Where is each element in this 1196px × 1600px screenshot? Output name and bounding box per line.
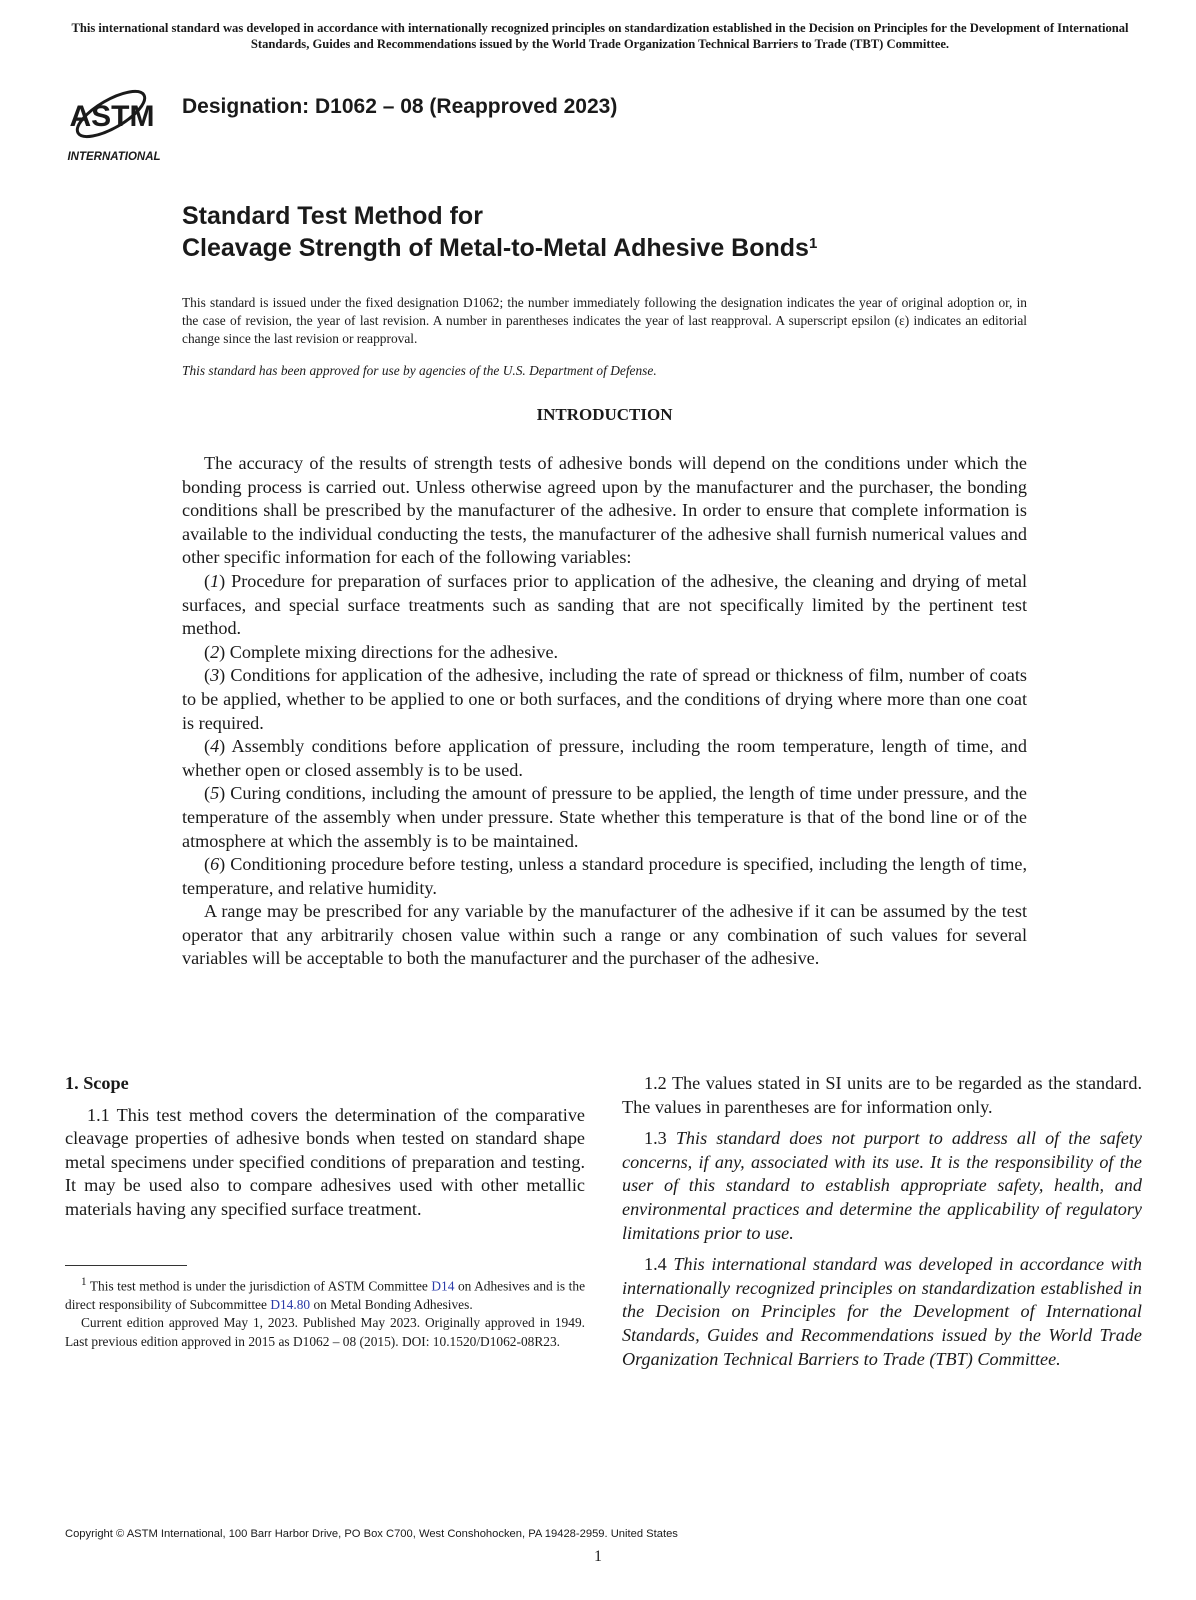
intro-lead: The accuracy of the results of strength tests of adhesive bonds will depend on the conditions under which the bonding process is carried out. Unless otherwise agreed upon by the manufacturer and the purchaser, the bonding conditions shall be prescribed by the manufacturer of the adhesive. In order to ensure that complete information is available to the individual conducting the tests, the manufacturer of the adhesive shall furnish numerical values and other specific information for each of the following variables: xyxy=(182,453,1027,568)
section-1-3-text: This standard does not purport to address all of the safety concerns, if any, associated with its use. It is the responsibility of the user of this standard to establish appropriate safety, health, and environmental practices and determine the applicability of regulatory limitations prior to use. xyxy=(622,1128,1143,1243)
intro-item-text: Procedure for preparation of surfaces prior to application of the adhesive, the cleaning and drying of metal surfaces, and special surface treatments such as sanding that are not specifically limited by the pertinent test method. xyxy=(182,570,1027,639)
intro-item-num: 2 xyxy=(210,641,220,662)
intro-item: (5) Curing conditions, including the amount of pressure to be applied, the length of time under pressure, and the temperature of the assembly when under pressure. State whether this temperature is that of the bond line or of the atmosphere at which the assembly is to be maintained. xyxy=(182,783,1027,851)
section-1-3-num: 1.3 xyxy=(644,1128,667,1149)
introduction-heading: INTRODUCTION xyxy=(536,405,673,424)
footnote-mark: 1 xyxy=(81,1276,87,1288)
footnote-text: This test method is under the jurisdiction of ASTM Committee xyxy=(89,1278,428,1294)
footnote-text: on Adhesives and is the direct responsibility of Subcommittee xyxy=(65,1278,586,1312)
copyright: Copyright © ASTM International, 100 Barr Harbor Drive, PO Box C700, West Conshohocken, PA 19428-2959. United States xyxy=(65,1528,678,1540)
logo-subtext: INTERNATIONAL xyxy=(67,151,161,163)
title-line-2-text: Cleavage Strength of Metal-to-Metal Adhesive Bonds xyxy=(182,234,809,262)
scope-heading: 1. Scope xyxy=(65,1073,129,1093)
intro-item-num: 6 xyxy=(210,854,220,875)
designation: Designation: D1062 – 08 (Reapproved 2023) xyxy=(182,95,618,118)
title-footnote-mark: 1 xyxy=(808,235,818,252)
intro-item-num: 3 xyxy=(210,665,220,686)
section-1-2: 1.2 The values stated in SI units are to be regarded as the standard. The values in parentheses are for information only. xyxy=(622,1073,1142,1117)
title-line-1: Standard Test Method for xyxy=(182,202,483,230)
committee-link[interactable]: D14 xyxy=(431,1278,455,1294)
page-number: 1 xyxy=(594,1548,602,1565)
footnote-divider xyxy=(65,1265,187,1266)
intro-item: (4) Assembly conditions before application of pressure, including the room temperature, length of time, and whether open or closed assembly is to be used. xyxy=(182,736,1027,780)
intro-item-num: 5 xyxy=(210,783,220,804)
intro-item: (6) Conditioning procedure before testing, unless a standard procedure is specified, including the length of time, temperature, and relative humidity. xyxy=(182,854,1027,898)
section-1-4-num: 1.4 xyxy=(644,1254,667,1275)
left-column xyxy=(65,1072,585,1230)
footnote xyxy=(65,1273,585,1351)
intro-item: (1) Procedure for preparation of surfaces prior to application of the adhesive, the cleaning and drying of metal surfaces, and special surface treatments such as sanding that are not specifically limited by the pertinent test method. xyxy=(182,570,1027,639)
intro-closing: A range may be prescribed for any variable by the manufacturer of the adhesive if it can be assumed by the test operator that any arbitrarily chosen value within such a range or any combination of such values for several variables will be acceptable to both the manufacturer and the purchaser of the adhesive. xyxy=(182,901,1027,969)
intro-item: (2) Complete mixing directions for the adhesive. xyxy=(204,641,559,662)
intro-item-num: 4 xyxy=(210,736,220,757)
logo-letters: ASTM xyxy=(69,100,155,133)
intro-item-text: Assembly conditions before application of pressure, including the room temperature, length of time, and whether open or closed assembly is to be used. xyxy=(182,736,1027,780)
intro-item-text: Complete mixing directions for the adhesive. xyxy=(229,641,559,662)
right-column xyxy=(622,1072,1142,1379)
introduction-body xyxy=(182,452,1027,971)
subcommittee-link[interactable]: D14.80 xyxy=(270,1296,311,1312)
footnote-text: on Metal Bonding Adhesives. xyxy=(313,1296,473,1312)
section-1-1: 1.1 This test method covers the determination of the comparative cleavage properties of adhesive bonds when tested on standard shape metal specimens under specified conditions of preparation and testing. It may be used also to compare adhesives used with other metallic materials having any specified surface treatment. xyxy=(65,1104,585,1219)
astm-logo xyxy=(66,70,170,166)
intro-item-num: 1 xyxy=(210,570,220,591)
document-title xyxy=(182,200,817,264)
intro-item-text: Conditions for application of the adhesive, including the rate of spread or thickness of film, number of coats to be applied, whether to be applied to one or both surfaces, and the conditions of drying where more than one coat is required. xyxy=(182,665,1028,733)
footnote-jurisdiction xyxy=(65,1273,585,1314)
issued-note: This standard is issued under the fixed designation D1062; the number immediately following the designation indicates the year of original adoption or, in the case of revision, the year of last revision. A number in parentheses indicates the year of last reapproval. A superscript epsilon (ε) indicates an editorial change since the last revision or reapproval. xyxy=(182,295,1027,346)
section-1-3 xyxy=(622,1127,1142,1245)
title-line-2 xyxy=(182,232,817,264)
intro-item-text: Curing conditions, including the amount of pressure to be applied, the length of time under pressure, and the temperature of the assembly when under pressure. State whether this temperature is that of the bond line or of the atmosphere at which the assembly is to be maintained. xyxy=(182,783,1027,851)
intro-item: (3) Conditions for application of the adhesive, including the rate of spread or thickness of film, number of coats to be applied, whether to be applied to one or both surfaces, and the conditions of drying where more than one coat is required. xyxy=(182,665,1028,733)
intro-item-text: Conditioning procedure before testing, unless a standard procedure is specified, including the length of time, temperature, and relative humidity. xyxy=(182,854,1027,898)
footnote-edition: Current edition approved May 1, 2023. Published May 2023. Originally approved in 1949. Last previous edition approved in 2015 as D1062 – 08 (2015). DOI: 10.1520/D1062-08R23. xyxy=(65,1315,585,1349)
dod-note: This standard has been approved for use by agencies of the U.S. Department of Defense. xyxy=(182,363,657,378)
section-1-4 xyxy=(622,1253,1142,1371)
header-notice: This international standard was developed in accordance with internationally recognized principles on standardization established in the Decision on Principles for the Development of International Standards, Guides and Recommendations issued by the World Trade Organization Technical Barriers to Trade (TBT) Committee. xyxy=(71,21,1129,51)
section-1-4-text: This international standard was developed in accordance with internationally recognized principles on standardization established in the Decision on Principles for the Development of International Standards, Guides and Recommendations issued by the World Trade Organization Technical Barriers to Trade (TBT) Committee. xyxy=(622,1254,1143,1369)
